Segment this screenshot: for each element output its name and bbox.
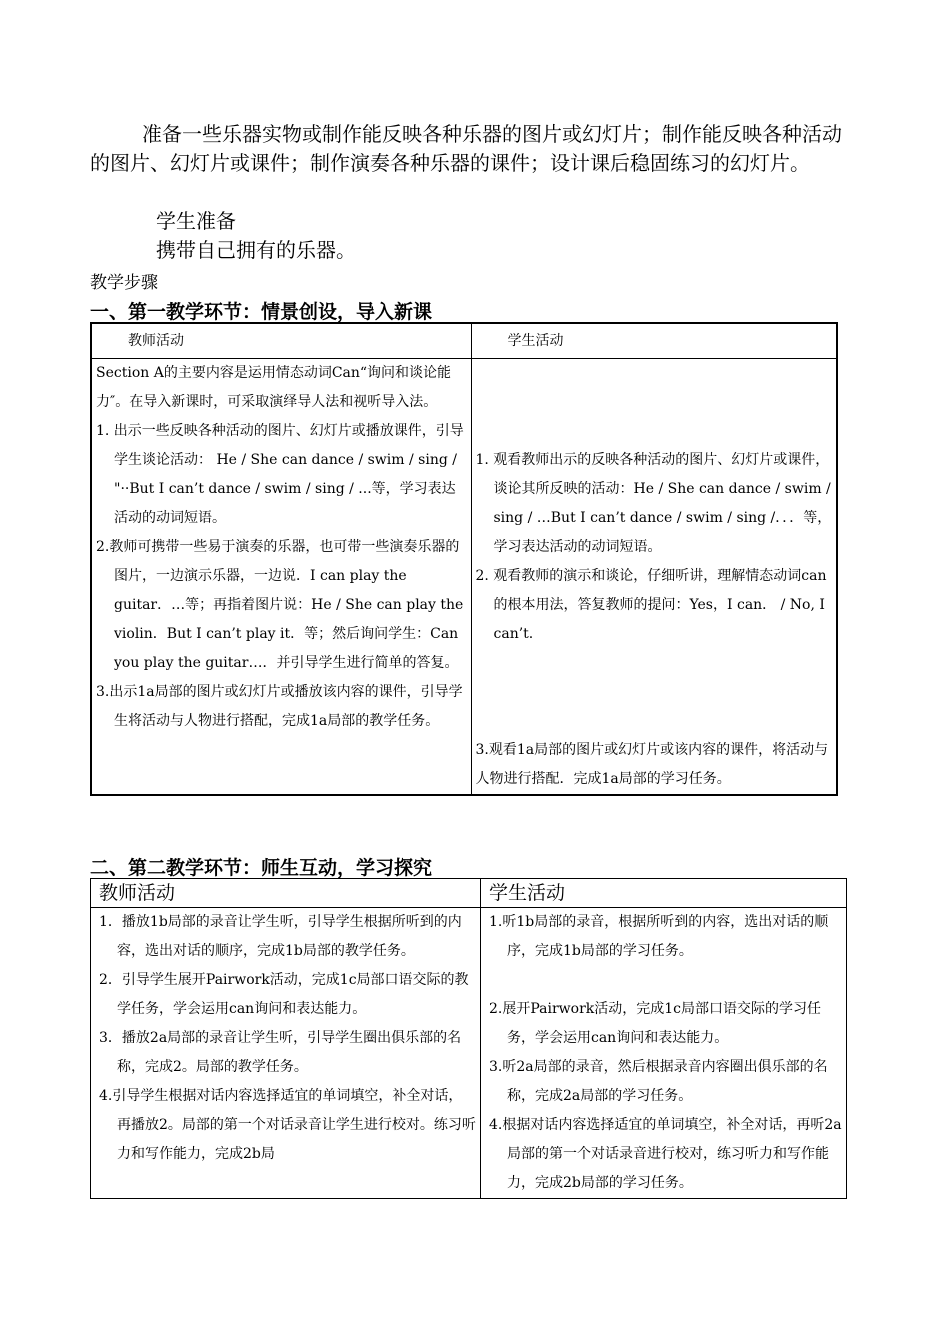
section1-body-row <box>91 359 837 796</box>
section1-col-student: 学生活动 <box>471 323 837 359</box>
section1-teacher-cell <box>91 359 471 796</box>
section2-student-item: 4.根据对话内容选择适宜的单词填空，补全对话，再听2a局部的第一个对话录音进行校对，练习听力和写作能力，完成2b局部的学习任务。 <box>489 1117 842 1191</box>
section1-teacher-item: 3.出示1a局部的图片或幻灯片或播放该内容的课件，引导学生将活动与人物进行搭配，完成1a局部的教学任务。 <box>96 684 463 729</box>
section1-header-row <box>91 323 837 359</box>
student-prep-text: 携带自己拥有的乐器。 <box>156 238 356 262</box>
section2-col-teacher: 教师活动 <box>91 879 481 908</box>
intro-paragraph: 准备一些乐器实物或制作能反映各种乐器的图片或幻灯片；制作能反映各种活动的图片、幻灯片或课件；制作演奏各种乐器的课件；设计课后稳固练习的幻灯片。 <box>90 122 842 175</box>
section2-student-cell <box>481 908 847 1199</box>
section1-table <box>90 322 838 796</box>
section2-teacher-cell <box>91 908 481 1199</box>
steps-label: 教学步骤 <box>90 273 158 293</box>
section2-table <box>90 878 847 1199</box>
section1-student-item: 3.观看1a局部的图片或幻灯片或该内容的课件，将活动与人物进行搭配．完成1a局部的学习任务。 <box>475 742 829 787</box>
section2-body-row <box>91 908 847 1199</box>
section2-col-student: 学生活动 <box>481 879 847 908</box>
section2-header-row <box>91 879 847 908</box>
section1-student-cell <box>471 359 837 796</box>
section1-col-teacher: 教师活动 <box>91 323 471 359</box>
section2-teacher-item: 2．引导学生展开Pairwork活动，完成1c局部口语交际的教学任务，学会运用can询问和表达能力。 <box>99 972 469 1017</box>
section1-teacher-intro: Section A的主要内容是运用情态动词Can“询问和谈论能力″。在导入新课时，可采取演绎导人法和视听导入法。 <box>96 365 452 410</box>
section2-student-item: 3.听2a局部的录音，然后根据录音内容圈出俱乐部的名称，完成2a局部的学习任务。 <box>489 1059 828 1104</box>
section1-student-item: 1. 观看教师出示的反映各种活动的图片、幻灯片或课件，谈论其所反映的活动：He / She can dance / swim / sing / …But I can’t dance / swim / sing /．．．等，学习表达活动的动词短语。 <box>475 452 832 555</box>
intro-block <box>90 120 860 178</box>
section1-teacher-item: 2.教师可携带一些易于演奏的乐器，也可带一些演奏乐器的图片，一边演示乐器，一边说．I can play the guitar．…等；再指着图片说：He / She can play the violin．But I can’t play it．等；然后询问学生：Can you play the guitar…．并引导学生进行简单的答复。 <box>96 539 464 671</box>
student-prep-label: 学生准备 <box>156 209 236 233</box>
section1-teacher-item: 1. 出示一些反映各种活动的图片、幻灯片或播放课件，引导学生谈论活动： He / She can dance / swim / sing / "··But I can’t dance / swim / sing / ...等，学习表达活动的动词短语。 <box>96 423 464 526</box>
section2-title: 二、第二教学环节：师生互动，学习探究 <box>90 857 433 879</box>
section1-title: 一、第一教学环节：情景创设，导入新课 <box>90 301 433 323</box>
section1-student-item: 2. 观看教师的演示和谈论，仔细听讲，理解情态动词can的根本用法，答复教师的提问：Yes，I can． / No, I can’t. <box>475 568 827 642</box>
section2-teacher-item: 4.引导学生根据对话内容选择适宜的单词填空，补全对话，再播放2。局部的第一个对话录音让学生进行校对。练习听力和写作能力，完成2b局 <box>99 1088 476 1162</box>
section2-teacher-item: 1．播放1b局部的录音让学生听，引导学生根据所听到的内容，选出对话的顺序，完成1b局部的教学任务。 <box>99 914 462 959</box>
section2-teacher-item: 3．播放2a局部的录音让学生听，引导学生圈出俱乐部的名称，完成2。局部的教学任务。 <box>99 1030 462 1075</box>
section2-student-item: 1.听1b局部的录音，根据所听到的内容，选出对话的顺序，完成1b局部的学习任务。 <box>489 914 829 959</box>
section2-student-item: 2.展开Pairwork活动，完成1c局部口语交际的学习任务，学会运用can询问和表达能力。 <box>489 1001 821 1046</box>
